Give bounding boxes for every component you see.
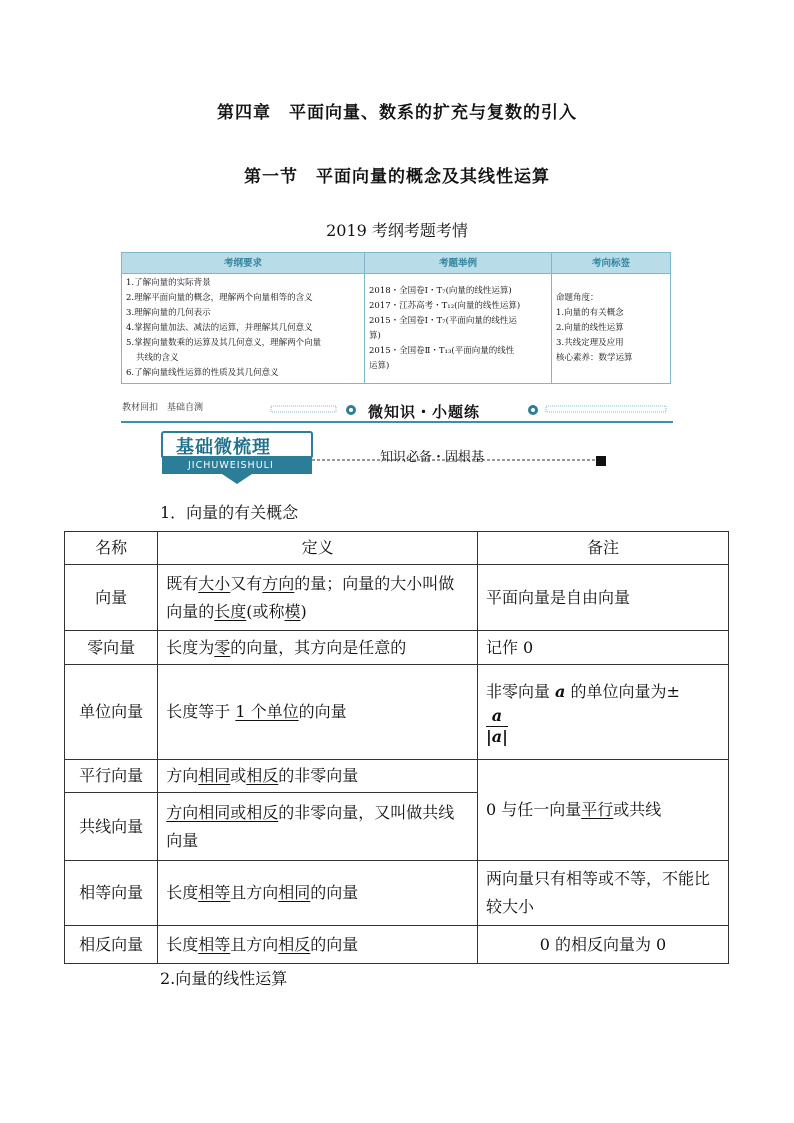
unit-vector-fraction: $\frac{a}{|a|}$ xyxy=(485,705,508,746)
table-row xyxy=(65,926,729,964)
table-row xyxy=(65,760,729,793)
tag-item: 核心素养：数学运算 xyxy=(556,353,633,363)
subhead-linear-operations: 2.向量的线性运算 xyxy=(160,969,288,988)
badge-end-square-icon xyxy=(596,456,606,466)
row-definition: 长度等于 1 个单位的向量 xyxy=(158,665,478,760)
exam-outline-table xyxy=(121,252,671,384)
row-name: 相反向量 xyxy=(65,926,158,964)
badge-subtitle: 知识必备・固根基 xyxy=(380,450,485,465)
exam-header-examples: 考题举例 xyxy=(365,253,552,274)
example-item: 2015・全国卷Ⅰ・T₇(平面向量的线性运 xyxy=(369,315,517,326)
subhead-concepts: 1．向量的有关概念 xyxy=(160,503,299,522)
col-header-name: 名称 xyxy=(65,532,158,565)
row-name: 平行向量 xyxy=(65,760,158,793)
table-row xyxy=(65,631,729,665)
row-note: 非零向量 a 的单位向量为± $\frac{a}{|a|}$ xyxy=(477,665,728,760)
tag-item: 2.向量的线性运算 xyxy=(556,323,624,333)
row-note: 两向量只有相等或不等，不能比较大小 xyxy=(477,861,728,926)
table-row xyxy=(65,861,729,926)
requirement-item: 6.了解向量线性运算的性质及其几何意义 xyxy=(126,368,279,378)
row-definition: 长度相等且方向相反的向量 xyxy=(158,926,478,964)
row-note: 平面向量是自由向量 xyxy=(477,565,728,631)
row-name: 共线向量 xyxy=(65,793,158,861)
banner-left-label: 教材回扣 基础自测 xyxy=(122,403,204,413)
requirement-item: 5.掌握向量数乘的运算及其几何意义，理解两个向量 xyxy=(126,338,322,348)
banner-center-label: 微知识・小题练 xyxy=(368,403,481,421)
chapter-title: 第四章 平面向量、数系的扩充与复数的引入 xyxy=(217,103,577,123)
table-row xyxy=(65,665,729,760)
exam-title: 2019 考纲考题考情 xyxy=(326,221,468,240)
exam-header-tags: 考向标签 xyxy=(552,253,671,274)
row-definition: 方向相同或相反的非零向量 xyxy=(158,760,478,793)
section-title: 第一节 平面向量的概念及其线性运算 xyxy=(244,167,550,187)
row-name: 单位向量 xyxy=(65,665,158,760)
tag-item: 命题角度： xyxy=(556,293,599,303)
exam-examples-cell xyxy=(365,274,552,384)
example-item: 2018・全国卷Ⅰ・T₇(向量的线性运算) xyxy=(369,285,512,296)
example-item: 算) xyxy=(369,330,381,341)
requirement-item: 2.理解平面向量的概念，理解两个向量相等的含义 xyxy=(126,293,313,303)
row-name: 向量 xyxy=(65,565,158,631)
col-header-definition: 定义 xyxy=(158,532,478,565)
row-note: 记作 0 xyxy=(477,631,728,665)
tag-item: 3.共线定理及应用 xyxy=(556,338,624,348)
tag-item: 1.向量的有关概念 xyxy=(556,308,624,318)
requirement-item: 4.掌握向量加法、减法的运算，并理解其几何意义 xyxy=(126,323,313,333)
vector-concepts-table xyxy=(64,531,729,964)
exam-requirements-cell xyxy=(122,274,365,384)
table-row xyxy=(65,565,729,631)
row-definition: 方向相同或相反的非零向量，又叫做共线向量 xyxy=(158,793,478,861)
row-note-shared: 0 与任一向量平行或共线 xyxy=(477,760,728,861)
exam-tags-cell xyxy=(552,274,671,384)
exam-header-requirements: 考纲要求 xyxy=(122,253,365,274)
row-name: 相等向量 xyxy=(65,861,158,926)
example-item: 2017・江苏高考・T₁₂(向量的线性运算) xyxy=(369,300,521,311)
row-definition: 长度相等且方向相同的向量 xyxy=(158,861,478,926)
badge-title: 基础微梳理 xyxy=(176,437,271,458)
requirement-item: 共线的含义 xyxy=(136,353,179,363)
row-note: 0 的相反向量为 0 xyxy=(477,926,728,964)
row-definition: 既有大小又有方向的量；向量的大小叫做向量的长度(或称模) xyxy=(158,565,478,631)
example-item: 2015・全国卷Ⅱ・T₁₃(平面向量的线性 xyxy=(369,345,515,356)
badge-pinyin: JICHUWEISHULI xyxy=(188,460,274,471)
row-name: 零向量 xyxy=(65,631,158,665)
requirement-item: 3.理解向量的几何表示 xyxy=(126,308,211,318)
row-definition: 长度为零的向量，其方向是任意的 xyxy=(158,631,478,665)
requirement-item: 1.了解向量的实际背景 xyxy=(126,278,211,288)
col-header-note: 备注 xyxy=(477,532,728,565)
example-item: 运算) xyxy=(369,360,390,371)
